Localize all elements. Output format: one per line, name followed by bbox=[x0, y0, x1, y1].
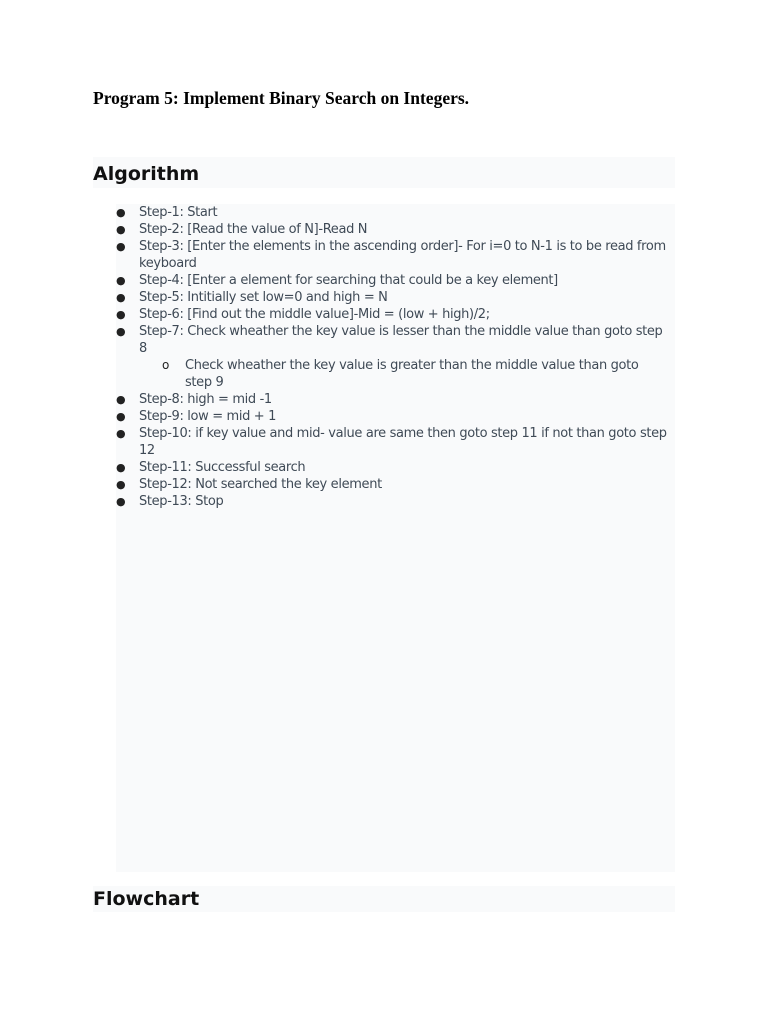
step-text: Step-7: Check wheather the key value is lesser than the middle value than goto step 8 bbox=[139, 324, 663, 356]
list-item bbox=[116, 408, 675, 425]
bullet-icon: ● bbox=[116, 240, 126, 253]
step-text: Step-8: high = mid -1 bbox=[139, 392, 272, 407]
bullet-icon: ● bbox=[116, 206, 126, 219]
sub-step-text: Check wheather the key value is greater than the middle value than goto step 9 bbox=[185, 358, 639, 390]
bullet-icon: ● bbox=[116, 393, 126, 406]
step-text: Step-11: Successful search bbox=[139, 460, 306, 475]
list-item bbox=[116, 204, 675, 221]
list-item bbox=[116, 493, 675, 510]
step-text: Step-13: Stop bbox=[139, 494, 224, 509]
bullet-icon: ● bbox=[116, 427, 126, 440]
list-item bbox=[116, 306, 675, 323]
bullet-icon: ● bbox=[116, 325, 126, 338]
circle-bullet-icon: o bbox=[162, 358, 169, 372]
list-item bbox=[116, 272, 675, 289]
sub-step-list bbox=[139, 357, 667, 391]
step-text: Step-4: [Enter a element for searching that could be a key element] bbox=[139, 273, 558, 288]
bullet-icon: ● bbox=[116, 478, 126, 491]
bullet-icon: ● bbox=[116, 291, 126, 304]
algorithm-heading: Algorithm bbox=[93, 157, 675, 188]
step-text: Step-2: [Read the value of N]-Read N bbox=[139, 222, 368, 237]
list-item bbox=[116, 289, 675, 306]
list-item bbox=[116, 221, 675, 238]
step-text: Step-1: Start bbox=[139, 205, 218, 220]
algorithm-step-list bbox=[116, 204, 675, 510]
bullet-icon: ● bbox=[116, 308, 126, 321]
list-item bbox=[116, 391, 675, 408]
list-item bbox=[116, 425, 675, 459]
bullet-icon: ● bbox=[116, 223, 126, 236]
step-text: Step-3: [Enter the elements in the ascending order]- For i=0 to N-1 is to be read from keyboard bbox=[139, 239, 666, 271]
bullet-icon: ● bbox=[116, 410, 126, 423]
sub-list-item bbox=[139, 357, 667, 391]
bullet-icon: ● bbox=[116, 495, 126, 508]
bullet-icon: ● bbox=[116, 274, 126, 287]
step-text: Step-9: low = mid + 1 bbox=[139, 409, 277, 424]
step-text: Step-10: if key value and mid- value are same then goto step 11 if not than goto step 12 bbox=[139, 426, 667, 458]
step-text: Step-5: Intitially set low=0 and high = N bbox=[139, 290, 388, 305]
step-text: Step-12: Not searched the key element bbox=[139, 477, 382, 492]
list-item bbox=[116, 323, 675, 391]
step-text: Step-6: [Find out the middle value]-Mid = (low + high)/2; bbox=[139, 307, 490, 322]
flowchart-heading: Flowchart bbox=[93, 886, 675, 912]
page-title: Program 5: Implement Binary Search on Integers. bbox=[93, 88, 470, 108]
list-item bbox=[116, 476, 675, 493]
list-item bbox=[116, 238, 675, 272]
algorithm-steps-box bbox=[116, 204, 675, 872]
bullet-icon: ● bbox=[116, 461, 126, 474]
list-item bbox=[116, 459, 675, 476]
